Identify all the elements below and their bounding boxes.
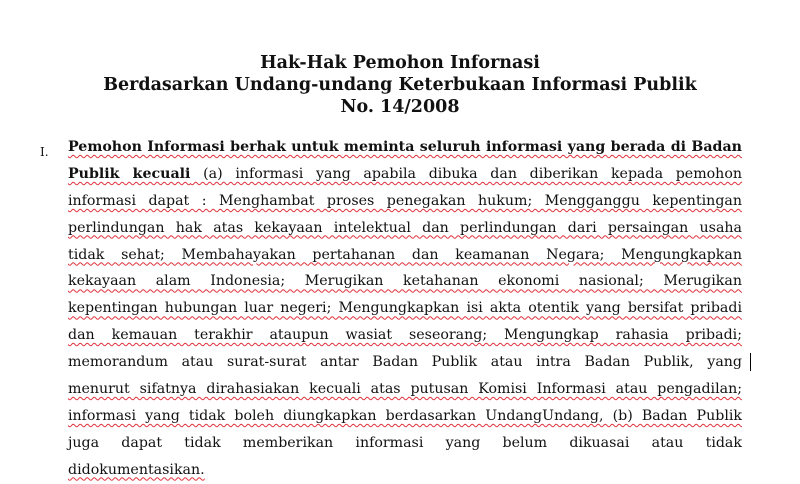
- paragraph-line: juga dapat tidak memberikan informasi yang belum dikuasai atau tidak: [68, 434, 742, 451]
- paragraph-line: menurut sifatnya dirahasiakan kecuali atas putusan Komisi Informasi atau pengadilan;: [68, 381, 742, 398]
- paragraph-line: informasi dapat : Menghambat proses penegakan hukum; Mengganggu kepentingan: [68, 192, 742, 209]
- list-number: I.: [40, 145, 49, 159]
- paragraph-line: informasi yang tidak boleh diungkapkan berdasarkan UndangUndang, (b) Badan Publik: [68, 407, 742, 424]
- paragraph-line: Pemohon Informasi berhak untuk meminta seluruh informasi yang berada di Badan: [68, 139, 742, 155]
- paragraph-line: kepentingan hubungan luar negeri; Mengungkapkan isi akta otentik yang bersifat pribadi: [68, 300, 742, 317]
- paragraph-line: tidak sehat; Membahayakan pertahanan dan keamanan Negara; Mengungkapkan: [68, 246, 742, 263]
- body-paragraph[interactable]: [68, 134, 742, 484]
- title-line-3: No. 14/2008: [340, 97, 460, 117]
- text-cursor: [750, 353, 751, 371]
- paragraph-line: memorandum atau surat-surat antar Badan Publik atau intra Badan Publik, yang: [68, 354, 742, 371]
- bold-phrase: Publik kecuali: [68, 165, 191, 182]
- paragraph-line: [68, 161, 742, 188]
- document-title: [0, 52, 800, 118]
- title-line-2: Berdasarkan Undang-undang Keterbukaan Informasi Publik: [103, 75, 697, 95]
- paragraph-line: dan kemauan terakhir ataupun wasiat seseorang; Mengungkap rahasia pribadi;: [68, 327, 742, 344]
- title-line-1: Hak-Hak Pemohon Infornasi: [260, 53, 540, 73]
- paragraph-line: perlindungan hak atas kekayaan intelektual dan perlindungan dari persaingan usaha: [68, 219, 742, 236]
- paragraph-line: kekayaan alam Indonesia; Merugikan ketahanan ekonomi nasional; Merugikan: [68, 273, 742, 290]
- paragraph-text: (a) informasi yang apabila dibuka dan diberikan kepada pemohon: [190, 165, 743, 182]
- paragraph-line: didokumentasikan.: [68, 461, 205, 478]
